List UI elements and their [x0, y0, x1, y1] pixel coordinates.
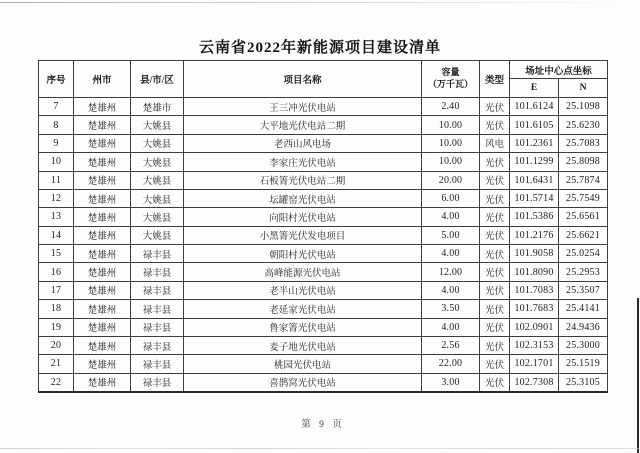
scan-edge-bottom-line [0, 448, 640, 449]
cell-county: 大姚县 [131, 171, 184, 189]
cell-coordinate-n: 25.1519 [559, 355, 608, 373]
cell-type: 光伏 [480, 300, 510, 318]
cell-coordinate-n: 25.7083 [559, 134, 608, 152]
table-row [39, 318, 608, 336]
cell-county: 大姚县 [131, 226, 184, 244]
cell-prefecture: 楚雄州 [74, 134, 131, 152]
page-title: 云南省2022年新能源项目建设清单 [198, 40, 441, 56]
cell-coordinate-e: 101.2176 [510, 226, 559, 244]
cell-coordinate-n: 25.3507 [559, 281, 608, 299]
cell-type: 光伏 [480, 116, 510, 134]
cell-project: 鲁家箐光伏电站 [184, 318, 422, 336]
cell-county: 禄丰县 [131, 355, 184, 373]
cell-project: 高峰能源光伏电站 [184, 263, 422, 281]
cell-coordinate-e: 101.2361 [510, 134, 559, 152]
cell-prefecture: 楚雄州 [74, 189, 131, 207]
table-row [39, 336, 608, 354]
table-row [39, 263, 608, 281]
cell-coordinate-e: 102.3153 [510, 336, 559, 354]
table-row [39, 153, 608, 171]
page-number: 第 9 页 [301, 420, 345, 430]
cell-capacity: 4.00 [422, 245, 480, 263]
cell-coordinate-e: 101.9058 [510, 245, 559, 263]
table-row [39, 281, 608, 299]
header-capacity [422, 61, 480, 98]
cell-index: 12 [39, 189, 74, 207]
table-row [39, 189, 608, 207]
cell-coordinate-e: 102.0901 [510, 318, 559, 336]
cell-county: 大姚县 [131, 208, 184, 226]
cell-type: 光伏 [480, 153, 510, 171]
cell-index: 11 [39, 171, 74, 189]
cell-prefecture: 楚雄州 [74, 226, 131, 244]
cell-index: 8 [39, 116, 74, 134]
cell-capacity: 4.00 [422, 281, 480, 299]
cell-coordinate-n: 25.2953 [559, 263, 608, 281]
cell-capacity: 2.40 [422, 98, 480, 116]
cell-county: 禄丰县 [131, 245, 184, 263]
cell-type: 光伏 [480, 208, 510, 226]
table-row [39, 116, 608, 134]
cell-capacity: 6.00 [422, 189, 480, 207]
cell-prefecture: 楚雄州 [74, 281, 131, 299]
cell-index: 17 [39, 281, 74, 299]
table-row [39, 355, 608, 373]
cell-index: 16 [39, 263, 74, 281]
cell-capacity: 10.00 [422, 116, 480, 134]
table-row [39, 208, 608, 226]
cell-prefecture: 楚雄州 [74, 171, 131, 189]
cell-type: 光伏 [480, 189, 510, 207]
cell-prefecture: 楚雄州 [74, 355, 131, 373]
cell-index: 18 [39, 300, 74, 318]
cell-county: 禄丰县 [131, 300, 184, 318]
cell-capacity: 4.00 [422, 318, 480, 336]
cell-county: 大姚县 [131, 116, 184, 134]
cell-coordinate-e: 101.6105 [510, 116, 559, 134]
cell-index: 22 [39, 373, 74, 391]
header-capacity-line2: （万千瓦） [427, 79, 473, 89]
cell-coordinate-n: 25.7549 [559, 189, 608, 207]
cell-coordinate-n: 24.9436 [559, 318, 608, 336]
header-prefecture: 州市 [74, 61, 131, 98]
cell-coordinate-e: 101.8090 [510, 263, 559, 281]
cell-coordinate-e: 101.5386 [510, 208, 559, 226]
cell-project: 王三冲光伏电站 [184, 98, 422, 116]
table-row [39, 134, 608, 152]
table-row [39, 98, 608, 116]
cell-coordinate-n: 25.3105 [559, 373, 608, 391]
cell-index: 7 [39, 98, 74, 116]
cell-project: 喜鹊窝光伏电站 [184, 373, 422, 391]
header-coordinate-e: E [510, 79, 559, 98]
cell-county: 禄丰县 [131, 263, 184, 281]
cell-coordinate-e: 102.1701 [510, 355, 559, 373]
header-capacity-line1: 容量 [441, 67, 460, 78]
cell-coordinate-n: 25.4141 [559, 300, 608, 318]
cell-project: 大平地光伏电站二期 [184, 116, 422, 134]
cell-capacity: 3.00 [422, 373, 480, 391]
cell-county: 楚雄市 [131, 98, 184, 116]
cell-project: 小黑箐光伏发电项目 [184, 226, 422, 244]
cell-prefecture: 楚雄州 [74, 116, 131, 134]
cell-county: 大姚县 [131, 153, 184, 171]
cell-index: 19 [39, 318, 74, 336]
cell-index: 10 [39, 153, 74, 171]
cell-capacity: 22.00 [422, 355, 480, 373]
cell-prefecture: 楚雄州 [74, 208, 131, 226]
cell-type: 光伏 [480, 226, 510, 244]
header-project: 项目名称 [184, 61, 422, 98]
cell-coordinate-e: 101.1299 [510, 153, 559, 171]
cell-project: 老半山光伏电站 [184, 281, 422, 299]
cell-type: 光伏 [480, 263, 510, 281]
cell-prefecture: 楚雄州 [74, 263, 131, 281]
scan-edge-top-line [0, 2, 640, 3]
cell-index: 15 [39, 245, 74, 263]
cell-capacity: 4.00 [422, 208, 480, 226]
cell-coordinate-e: 101.5714 [510, 189, 559, 207]
table-row [39, 226, 608, 244]
cell-type: 光伏 [480, 336, 510, 354]
header-county: 县/市/区 [131, 61, 184, 98]
cell-county: 大姚县 [131, 189, 184, 207]
cell-capacity: 20.00 [422, 171, 480, 189]
header-index: 序号 [39, 61, 74, 98]
cell-project: 向阳村光伏电站 [184, 208, 422, 226]
cell-capacity: 10.00 [422, 134, 480, 152]
cell-coordinate-n: 25.8098 [559, 153, 608, 171]
cell-type: 光伏 [480, 98, 510, 116]
table-row [39, 373, 608, 391]
cell-prefecture: 楚雄州 [74, 245, 131, 263]
table-row [39, 300, 608, 318]
cell-coordinate-n: 25.3000 [559, 336, 608, 354]
cell-prefecture: 楚雄州 [74, 300, 131, 318]
cell-capacity: 3.50 [422, 300, 480, 318]
cell-index: 20 [39, 336, 74, 354]
cell-project: 石板箐光伏电站二期 [184, 171, 422, 189]
cell-capacity: 12.00 [422, 263, 480, 281]
cell-coordinate-e: 101.6124 [510, 98, 559, 116]
cell-type: 光伏 [480, 281, 510, 299]
cell-type: 风电 [480, 134, 510, 152]
cell-county: 禄丰县 [131, 281, 184, 299]
cell-prefecture: 楚雄州 [74, 373, 131, 391]
cell-project: 朝阳村光伏电站 [184, 245, 422, 263]
cell-coordinate-e: 101.6431 [510, 171, 559, 189]
cell-type: 光伏 [480, 373, 510, 391]
projects-table [38, 60, 608, 393]
cell-index: 21 [39, 355, 74, 373]
cell-index: 14 [39, 226, 74, 244]
cell-coordinate-e: 102.7308 [510, 373, 559, 391]
cell-coordinate-n: 25.7874 [559, 171, 608, 189]
cell-capacity: 5.00 [422, 226, 480, 244]
cell-project: 李家庄光伏电站 [184, 153, 422, 171]
cell-index: 9 [39, 134, 74, 152]
cell-coordinate-n: 25.6230 [559, 116, 608, 134]
cell-prefecture: 楚雄州 [74, 336, 131, 354]
cell-coordinate-e: 101.7683 [510, 300, 559, 318]
cell-project: 麦子地光伏电站 [184, 336, 422, 354]
cell-county: 禄丰县 [131, 318, 184, 336]
cell-project: 老西山风电场 [184, 134, 422, 152]
table-header [39, 61, 608, 98]
cell-type: 光伏 [480, 355, 510, 373]
cell-county: 禄丰县 [131, 373, 184, 391]
header-coordinate-n: N [559, 79, 608, 98]
cell-project: 老延家光伏电站 [184, 300, 422, 318]
cell-project: 坛罐窑光伏电站 [184, 189, 422, 207]
cell-prefecture: 楚雄州 [74, 318, 131, 336]
cell-capacity: 10.00 [422, 153, 480, 171]
cell-project: 桃园光伏电站 [184, 355, 422, 373]
header-type: 类型 [480, 61, 510, 98]
cell-index: 13 [39, 208, 74, 226]
cell-county: 禄丰县 [131, 336, 184, 354]
cell-coordinate-n: 25.1098 [559, 98, 608, 116]
cell-prefecture: 楚雄州 [74, 98, 131, 116]
cell-coordinate-e: 101.7083 [510, 281, 559, 299]
table-body [39, 98, 608, 392]
cell-coordinate-n: 25.6561 [559, 208, 608, 226]
cell-prefecture: 楚雄州 [74, 153, 131, 171]
table-row [39, 245, 608, 263]
header-coordinates: 场址中心点坐标 [510, 61, 608, 79]
cell-type: 光伏 [480, 318, 510, 336]
scan-edge-right-bar [637, 298, 640, 453]
cell-county: 大姚县 [131, 134, 184, 152]
cell-type: 光伏 [480, 171, 510, 189]
table-row [39, 171, 608, 189]
cell-coordinate-n: 25.6621 [559, 226, 608, 244]
cell-coordinate-n: 25.0254 [559, 245, 608, 263]
cell-type: 光伏 [480, 245, 510, 263]
cell-capacity: 2.56 [422, 336, 480, 354]
